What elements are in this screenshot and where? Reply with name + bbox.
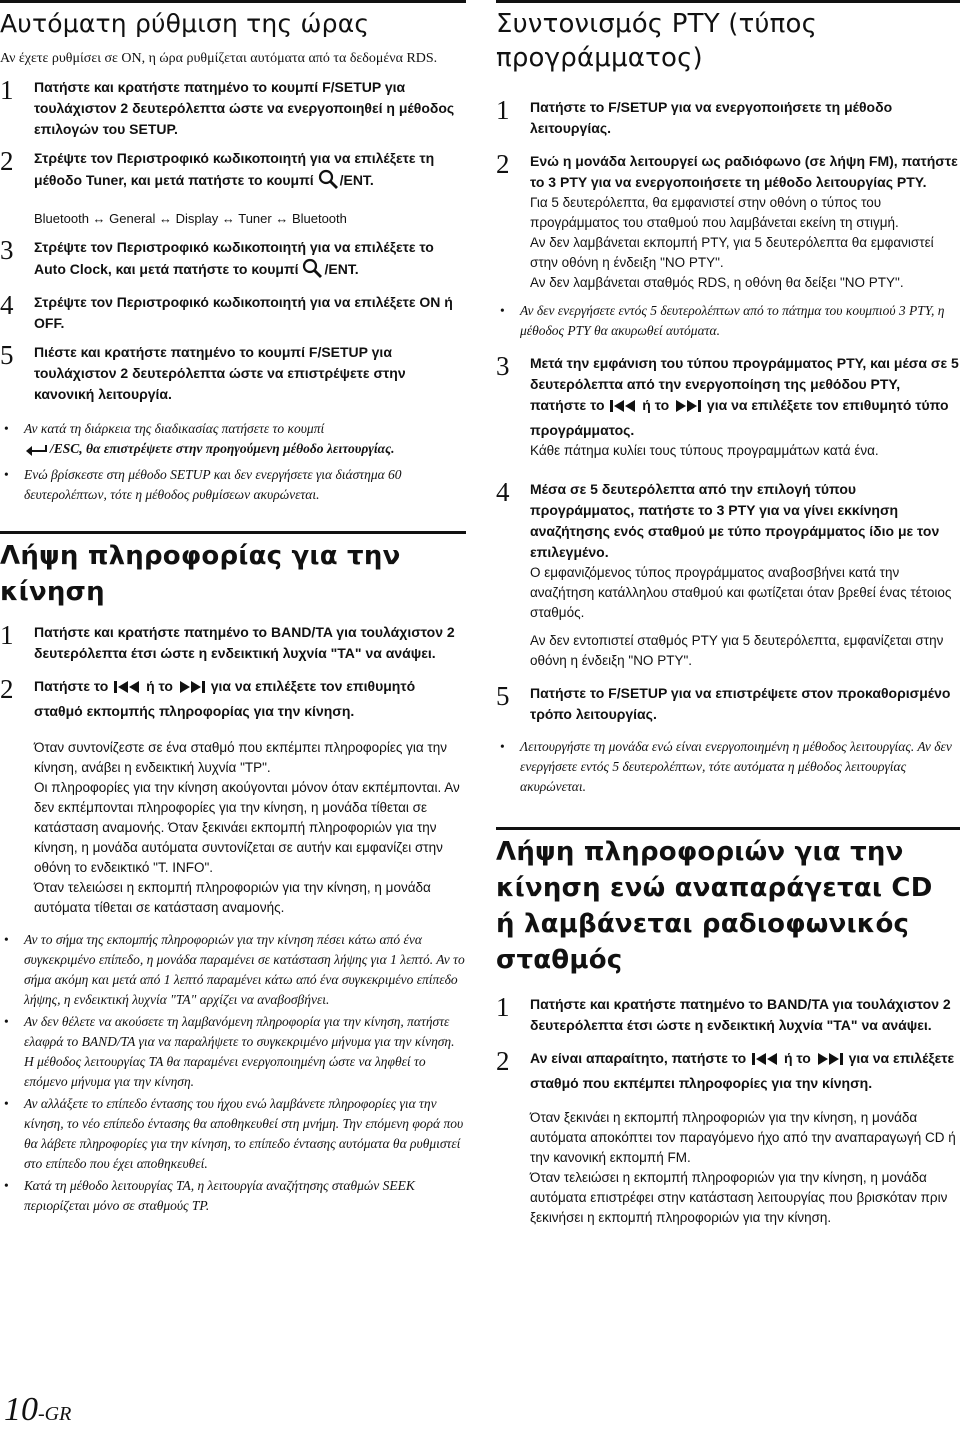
step-note: Όταν ξεκινάει η εκπομπή πληροφοριών για την κίνηση, η μονάδα αυτόματα αποκόπτει τον παραγόμενο ήχο από την αναπαραγωγή CD ή την κανονική εκπομπή FM. Όταν τελειώσει η εκπομπή πληροφοριών για την κίνηση, η μονάδα αυτόματα επιστρέφει στην κατάσταση λειτουργίας που βρισκόταν πριν ξεκινήσει η εκπομπή πληροφοριών για την κίνηση. <box>530 1110 956 1225</box>
step-number: 5 <box>496 681 510 711</box>
step-note: Για 5 δευτερόλεπτα, θα εμφανιστεί στην οθόνη ο τύπος του προγράμματος του σταθμού που λαμβάνεται εκείνη τη στιγμή. Αν δεν λαμβάνεται εκπομπή PTY, για 5 δευτερόλεπτα θα εμφανιστεί στην οθόνη η ένδειξη "NO PTY". Αν δεν λαμβάνεται σταθμός RDS, η οθόνη θα δείξει "NO PTY". <box>530 195 934 290</box>
step-note: Κάθε πάτημα κυλίει τους τύπους προγραμμάτων κατά ένα. <box>530 443 879 458</box>
step-number: 2 <box>496 149 510 179</box>
next-track-icon <box>177 679 207 701</box>
step-text: Πατήστε και κρατήστε πατημένο το κουμπί F/SETUP για τουλάχιστον 2 δευτερόλεπτα ώστε να ενεργοποιηθεί η μέθοδος επιλογών του SETUP. <box>34 79 455 137</box>
step-text: Πατήστε το ή το για να επιλέξετε τον επιθυμητό σταθμό εκπομπής πληροφορίας για την κίνηση. <box>34 678 416 719</box>
step-text: Αν είναι απαραίτητο, πατήστε το ή το για να επιλέξετε σταθμό που εκπέμπει πληροφορίες για την κίνηση. <box>530 1050 955 1091</box>
step-1 <box>0 622 466 664</box>
step-2 <box>0 148 466 195</box>
section-title-traffic-cd: Λήψη πληροφοριών για την κίνηση ενώ αναπαράγεται CD ή λαμβάνεται ραδιοφωνικός σταθμός <box>496 827 960 978</box>
page-number: 10-GR <box>4 1391 72 1428</box>
step-1 <box>496 97 960 139</box>
step-number: 2 <box>0 674 14 704</box>
step-4 <box>496 479 960 671</box>
next-track-icon <box>673 398 703 420</box>
magnifier-icon <box>318 169 340 195</box>
previous-track-icon <box>112 679 142 701</box>
step-3 <box>0 237 466 284</box>
next-track-icon <box>815 1051 845 1073</box>
step-text: Πατήστε το F/SETUP για να ενεργοποιήσετε τη μέθοδο λειτουργίας. <box>530 99 893 136</box>
step-number: 5 <box>0 340 14 370</box>
step-5 <box>496 683 960 725</box>
step-text: Μέσα σε 5 δευτερόλεπτα από την επιλογή τύπου προγράμματος, πατήστε το 3 PTY για να γίνει εκκίνηση αναζήτησης ενός σταθμού με τύπο προγράμματος ίδιο με τον επιλεγμένο. <box>530 481 940 560</box>
step-text: Μετά την εμφάνιση του τύπου προγράμματος PTY, και μέσα σε 5 δευτερόλεπτα από την ενεργοποίηση της μεθόδου PTY, πατήστε το ή το για να επιλέξετε τον επιθυμητό τύπο προγράμματος. <box>530 355 959 438</box>
step-2 <box>496 151 960 293</box>
note-item: • Αν κατά τη διάρκεια της διαδικασίας πατήσετε το κουμπί /ESC, θα επιστρέψετε στην προηγούμενη μέθοδο λειτουργίας. <box>0 419 466 463</box>
step-note: Ο εμφανιζόμενος τύπος προγράμματος αναβοσβήνει κατά την αναζήτηση κατάλληλου σταθμού και φωτίζεται όταν βρεθεί ένας τέτοιος σταθμός. <box>530 565 952 620</box>
step-number: 1 <box>496 95 510 125</box>
mode-sequence: Bluetooth ↔ General ↔ Display ↔ Tuner ↔ Bluetooth <box>34 211 347 226</box>
notes-list <box>496 301 960 341</box>
step-text: Πατήστε το F/SETUP για να επιστρέψετε στον προκαθορισμένο τρόπο λειτουργίας. <box>530 685 951 722</box>
step-text: Στρέψτε τον Περιστροφικό κωδικοποιητή για να επιλέξετε ON ή OFF. <box>34 294 453 331</box>
section-title-pty: Συντονισμός PTY (τύπος προγράμματος) <box>496 0 960 75</box>
note-item: • Αν δεν θέλετε να ακούσετε τη λαμβανόμενη πληροφορία για την κίνηση, πατήστε ελαφρά το BAND/TA για να παραλήψετε το συγκεκριμένο μήνυμα για την κίνηση. Η μέθοδος λειτουργίας TA θα παραμένει ενεργοποιημένη ώστε να ληφθεί το επόμενο μήνυμα για την κίνηση. <box>0 1012 466 1092</box>
note-item: • Κατά τη μέθοδο λειτουργίας TA, η λειτουργία αναζήτησης σταθμών SEEK περιορίζεται μόνο σε σταθμούς TP. <box>0 1176 466 1216</box>
magnifier-icon <box>302 258 324 284</box>
step-note: Όταν συντονίζεστε σε ένα σταθμό που εκπέμπει πληροφορίες για την κίνηση, ανάβει η ενδεικτική λυχνία "TP". Οι πληροφορίες για την κίνηση ακούγονται μόνον όταν εκπέμπονται. Αν δεν εκπέμπονται πληροφορίες για την κίνηση, η μονάδα τίθεται σε κατάσταση αναμονής. Όταν ξεκινάει εκπομπή πληροφοριών για την κίνηση, η μονάδα αυτόματα συντονίζεται σε αυτήν και εμφανίζει στην οθόνη το ενδεικτικό "T. INFO". Όταν τελειώσει η εκπομπή πληροφοριών για την κίνηση, η μονάδα αυτόματα τίθεται σε κατάσταση αναμονής. <box>34 740 460 915</box>
step-number: 1 <box>0 75 14 105</box>
note-item: • Λειτουργήστε τη μονάδα ενώ είναι ενεργοποιημένη η μέθοδος λειτουργίας. Αν δεν ενεργήσετε εντός 5 δευτερολέπτων, τότε αυτόματα η μέθοδος λειτουργίας ακυρώνεται. <box>496 737 960 797</box>
return-arrow-icon <box>24 441 50 463</box>
left-column <box>0 0 466 1218</box>
notes-list <box>496 737 960 797</box>
step-text: Πατήστε και κρατήστε πατημένο το BAND/TA για τουλάχιστον 2 δευτερόλεπτα έτσι ώστε η ενδεικτική λυχνία "TA" να ανάψει. <box>34 624 455 661</box>
previous-track-icon <box>608 398 638 420</box>
step-text: Ενώ η μονάδα λειτουργεί ως ραδιόφωνο (σε λήψη FM), πατήστε το 3 PTY για να ενεργοποιήσετε τη μέθοδο λειτουργίας PTY. <box>530 153 958 190</box>
right-column <box>496 0 960 1228</box>
step-text: Πιέστε και κρατήστε πατημένο το κουμπί F/SETUP για τουλάχιστον 2 δευτερόλεπτα ώστε να επιστρέψετε στην κανονική λειτουργία. <box>34 344 406 402</box>
step-2 <box>496 1048 960 1228</box>
previous-track-icon <box>750 1051 780 1073</box>
section-title-auto-clock: Αυτόματη ρύθμιση της ώρας <box>0 0 466 41</box>
step-number: 3 <box>496 351 510 381</box>
note-item: • Αν δεν ενεργήσετε εντός 5 δευτερολέπτων από το πάτημα του κουμπιού 3 PTY, η μέθοδος PTY θα ακυρωθεί αυτόματα. <box>496 301 960 341</box>
step-number: 2 <box>496 1046 510 1076</box>
step-number: 1 <box>0 620 14 650</box>
step-1 <box>0 77 466 140</box>
step-1 <box>496 994 960 1036</box>
step-number: 4 <box>496 477 510 507</box>
step-2 <box>0 676 466 918</box>
notes-list <box>0 930 466 1216</box>
step-text: Στρέψτε τον Περιστροφικό κωδικοποιητή για να επιλέξετε το Auto Clock, και μετά πατήστε το κουμπί /ENT. <box>34 237 466 284</box>
step-number: 4 <box>0 290 14 320</box>
note-item: • Αν το σήμα της εκπομπής πληροφοριών για την κίνηση πέσει κάτω από ένα συγκεκριμένο επίπεδο, η μονάδα παραμένει σε κατάσταση λήψης για 1 λεπτό. Αν το σήμα ακόμη και μετά από 1 λεπτό παραμένει κάτω από ένα συγκεκριμένο επίπεδο λήψης, η ενδεικτική λυχνία "TA" αρχίζει να αναβοσβήνει. <box>0 930 466 1010</box>
step-text: Στρέψτε τον Περιστροφικό κωδικοποιητή για να επιλέξετε τη μέθοδο Tuner, και μετά πατήστε το κουμπί /ENT. <box>34 148 466 195</box>
note-item: • Ενώ βρίσκεστε στη μέθοδο SETUP και δεν ενεργήσετε για διάστημα 60 δευτερολέπτων, τότε η μέθοδος ρυθμίσεων ακυρώνεται. <box>0 465 466 505</box>
step-number: 3 <box>0 235 14 265</box>
step-number: 1 <box>496 992 510 1022</box>
step-5 <box>0 342 466 405</box>
section-title-traffic-info: Λήψη πληροφορίας για την κίνηση <box>0 531 466 610</box>
step-number: 2 <box>0 146 14 176</box>
step-note: Αν δεν εντοπιστεί σταθμός PTY για 5 δευτερόλεπτα, εμφανίζεται στην οθόνη η ένδειξη "NO PTY". <box>530 633 944 668</box>
step-3 <box>496 353 960 461</box>
notes-list <box>0 419 466 505</box>
note-item: • Αν αλλάξετε το επίπεδο έντασης του ήχου ενώ λαμβάνετε πληροφορίες για την κίνηση, το νέο επίπεδο έντασης θα αποθηκευθεί στη μνήμη. Την επόμενη φορά που θα λάβετε πληροφορίες για την κίνηση, το επίπεδο έντασης αυτόματα θα ρυθμιστεί στο επίπεδο που έχει αποθηκευθεί. <box>0 1094 466 1174</box>
step-text: Πατήστε και κρατήστε πατημένο το BAND/TA για τουλάχιστον 2 δευτερόλεπτα έτσι ώστε η ενδεικτική λυχνία "TA" να ανάψει. <box>530 996 951 1033</box>
step-4 <box>0 292 466 334</box>
intro-text: Αν έχετε ρυθμίσει σε ON, η ώρα ρυθμίζεται αυτόματα από τα δεδομένα RDS. <box>0 51 438 66</box>
